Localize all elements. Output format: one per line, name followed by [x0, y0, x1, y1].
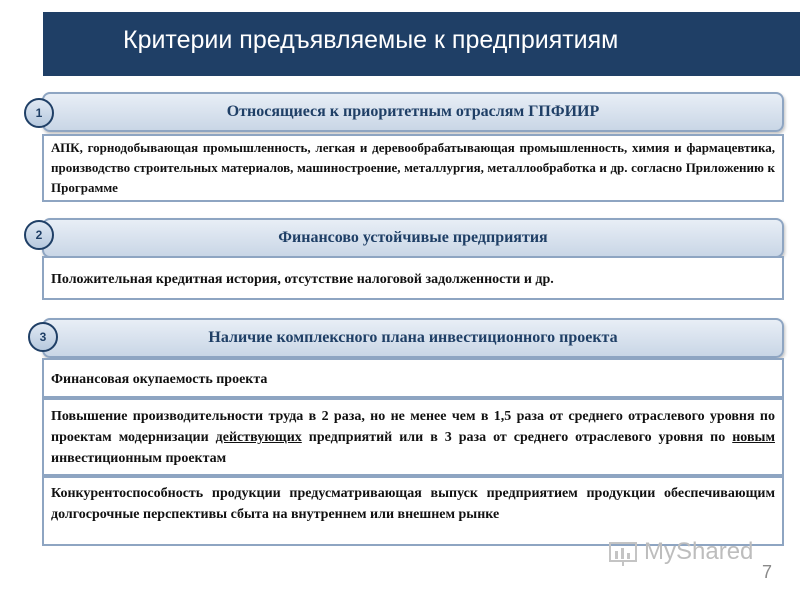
productivity-text-1: Повышение производительности труда в 2 раза, но не менее чем в 1,5 раза от среднего отраслевого уровня по проектам модернизации: [51, 409, 775, 445]
section-1-title: Относящиеся к приоритетным отраслям ГПФИИР: [226, 103, 600, 120]
section-3-box-payback: Финансовая окупаемость проекта: [42, 358, 784, 398]
productivity-underline-new: новым: [732, 430, 775, 445]
section-2-badge: 2: [24, 220, 54, 250]
watermark: MyShared: [644, 538, 754, 565]
section-3-box-competitiveness: Конкурентоспособность продукции предусматривающая выпуск предприятием продукции обеспечивающим долгосрочные перспективы сбыта на внутреннем или внешнем рынке: [42, 476, 784, 546]
section-1-box: АПК, горнодобывающая промышленность, легкая и деревообрабатывающая промышленность, химия и фармацевтика, производство строительных материалов, машиностроение, металлургия, металлообработка и др. согласно Приложению к Программе: [42, 134, 784, 202]
chart-icon: [608, 541, 638, 567]
title-bar: [43, 12, 800, 76]
section-2-header: [42, 218, 784, 258]
section-3-title: Наличие комплексного плана инвестиционного проекта: [208, 329, 618, 346]
section-3-badge: 3: [28, 322, 58, 352]
productivity-underline-existing: действующих: [215, 430, 302, 445]
section-2-box: Положительная кредитная история, отсутствие налоговой задолженности и др.: [42, 256, 784, 300]
productivity-text-3: инвестиционным проектам: [51, 451, 227, 466]
section-2-title: Финансово устойчивые предприятия: [278, 229, 548, 246]
section-3-header: [42, 318, 784, 358]
section-3-box-productivity: [42, 398, 784, 476]
page-number: 7: [762, 562, 773, 582]
section-1-header: [42, 92, 784, 132]
section-1-badge: 1: [24, 98, 54, 128]
page-title: Критерии предъявляемые к предприятиям: [123, 26, 619, 54]
productivity-text-2: предприятий или в 3 раза от среднего отраслевого уровня по: [301, 430, 733, 445]
